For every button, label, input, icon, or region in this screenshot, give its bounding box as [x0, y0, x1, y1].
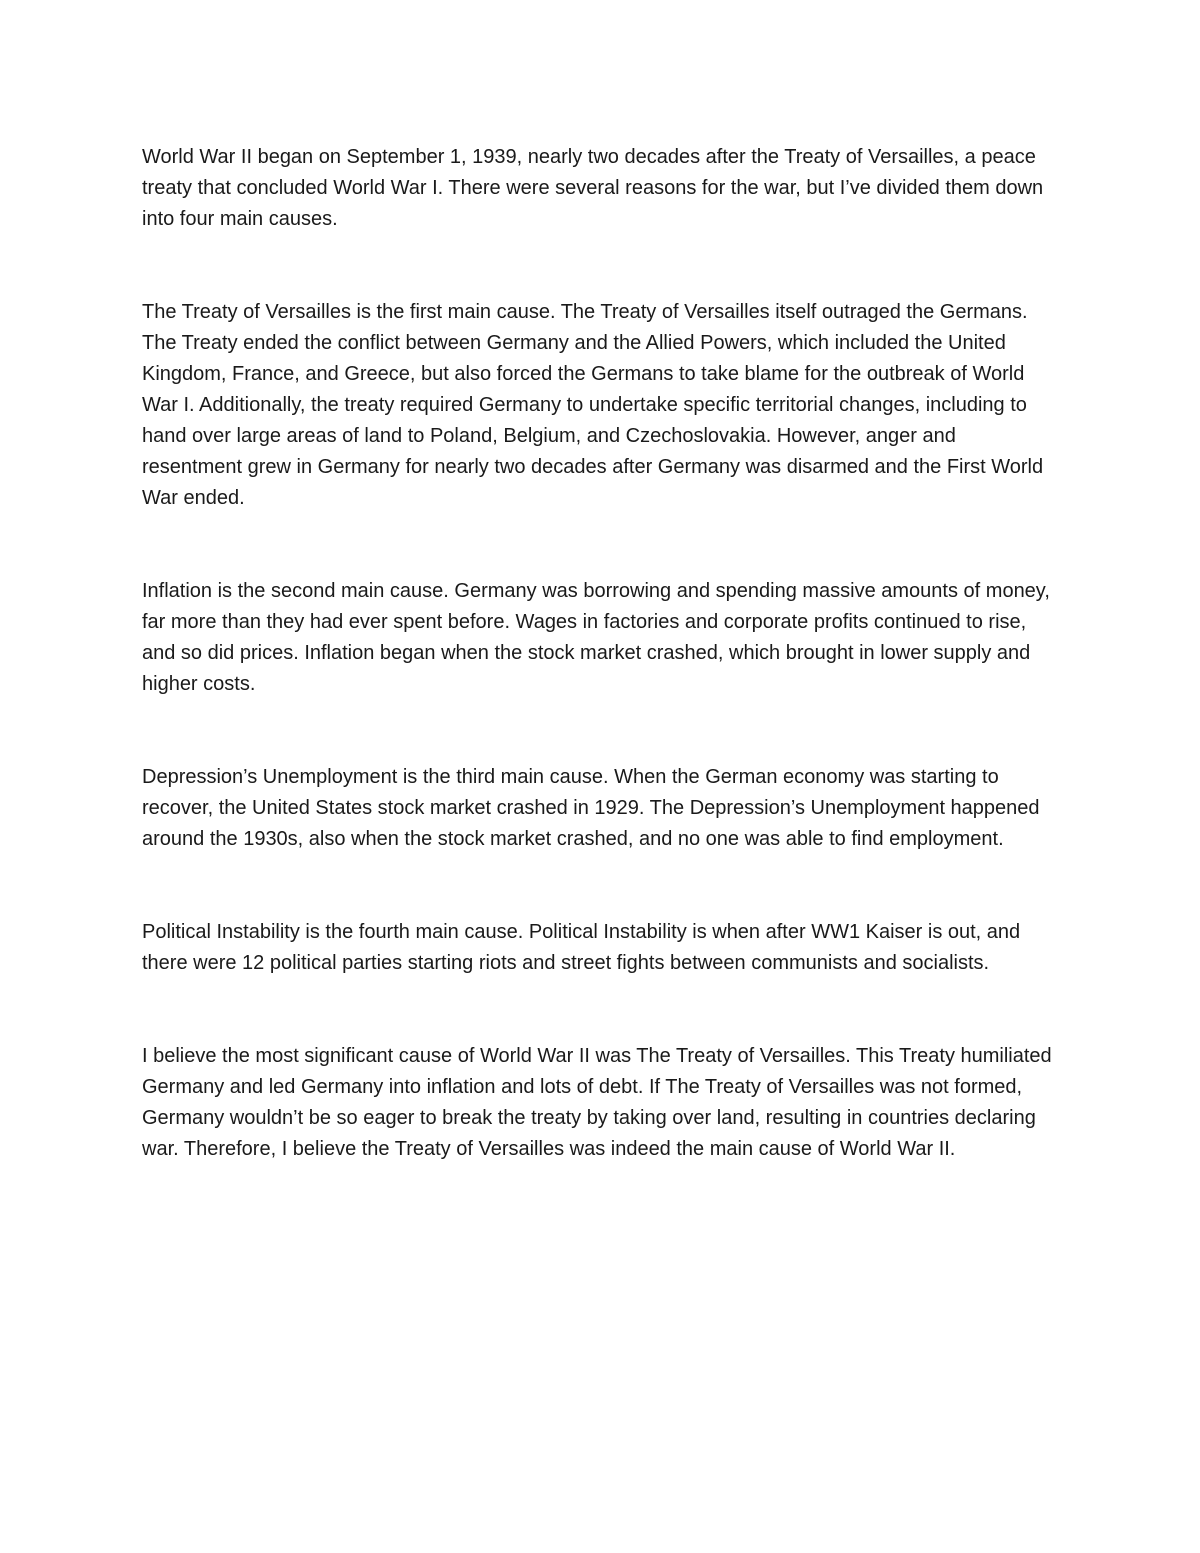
- paragraph-spacer: [142, 979, 1060, 1041]
- paragraph-spacer: [142, 235, 1060, 297]
- paragraph-spacer: [142, 700, 1060, 762]
- paragraph-conclusion: I believe the most significant cause of World War II was The Treaty of Versailles. This Treaty humiliated Germany and led Germany into inflation and lots of debt. If The Treaty of Versailles was not formed, Germany wouldn’t be so eager to break the treaty by taking over land, resulting in countries declaring war. Therefore, I believe the Treaty of Versailles was indeed the main cause of World War II.: [142, 1045, 1052, 1160]
- document-body: [142, 142, 1060, 1165]
- paragraph-spacer: [142, 855, 1060, 917]
- paragraph-political-instability: Political Instability is the fourth main cause. Political Instability is when after WW1 Kaiser is out, and there were 12 political parties starting riots and street fights between communists and socialists.: [142, 921, 1021, 974]
- paragraph-treaty-of-versailles: The Treaty of Versailles is the first main cause. The Treaty of Versailles itself outraged the Germans. The Treaty ended the conflict between Germany and the Allied Powers, which included the United Kingdom, France, and Greece, but also forced the Germans to take blame for the outbreak of World War I. Additionally, the treaty required Germany to undertake specific territorial changes, including to hand over large areas of land to Poland, Belgium, and Czechoslovakia. However, anger and resentment grew in Germany for nearly two decades after Germany was disarmed and the First World War ended.: [142, 301, 1044, 509]
- paragraph-inflation: Inflation is the second main cause. Germany was borrowing and spending massive amounts of money, far more than they had ever spent before. Wages in factories and corporate profits continued to rise, and so did prices. Inflation began when the stock market crashed, which brought in lower supply and higher costs.: [142, 580, 1050, 695]
- paragraph-depression-unemployment: Depression’s Unemployment is the third main cause. When the German economy was starting to recover, the United States stock market crashed in 1929. The Depression’s Unemployment happened around the 1930s, also when the stock market crashed, and no one was able to find employment.: [142, 766, 1040, 850]
- paragraph-spacer: [142, 514, 1060, 576]
- paragraph-intro: World War II began on September 1, 1939, nearly two decades after the Treaty of Versailles, a peace treaty that concluded World War I. There were several reasons for the war, but I’ve divided them down into four main causes.: [142, 146, 1044, 230]
